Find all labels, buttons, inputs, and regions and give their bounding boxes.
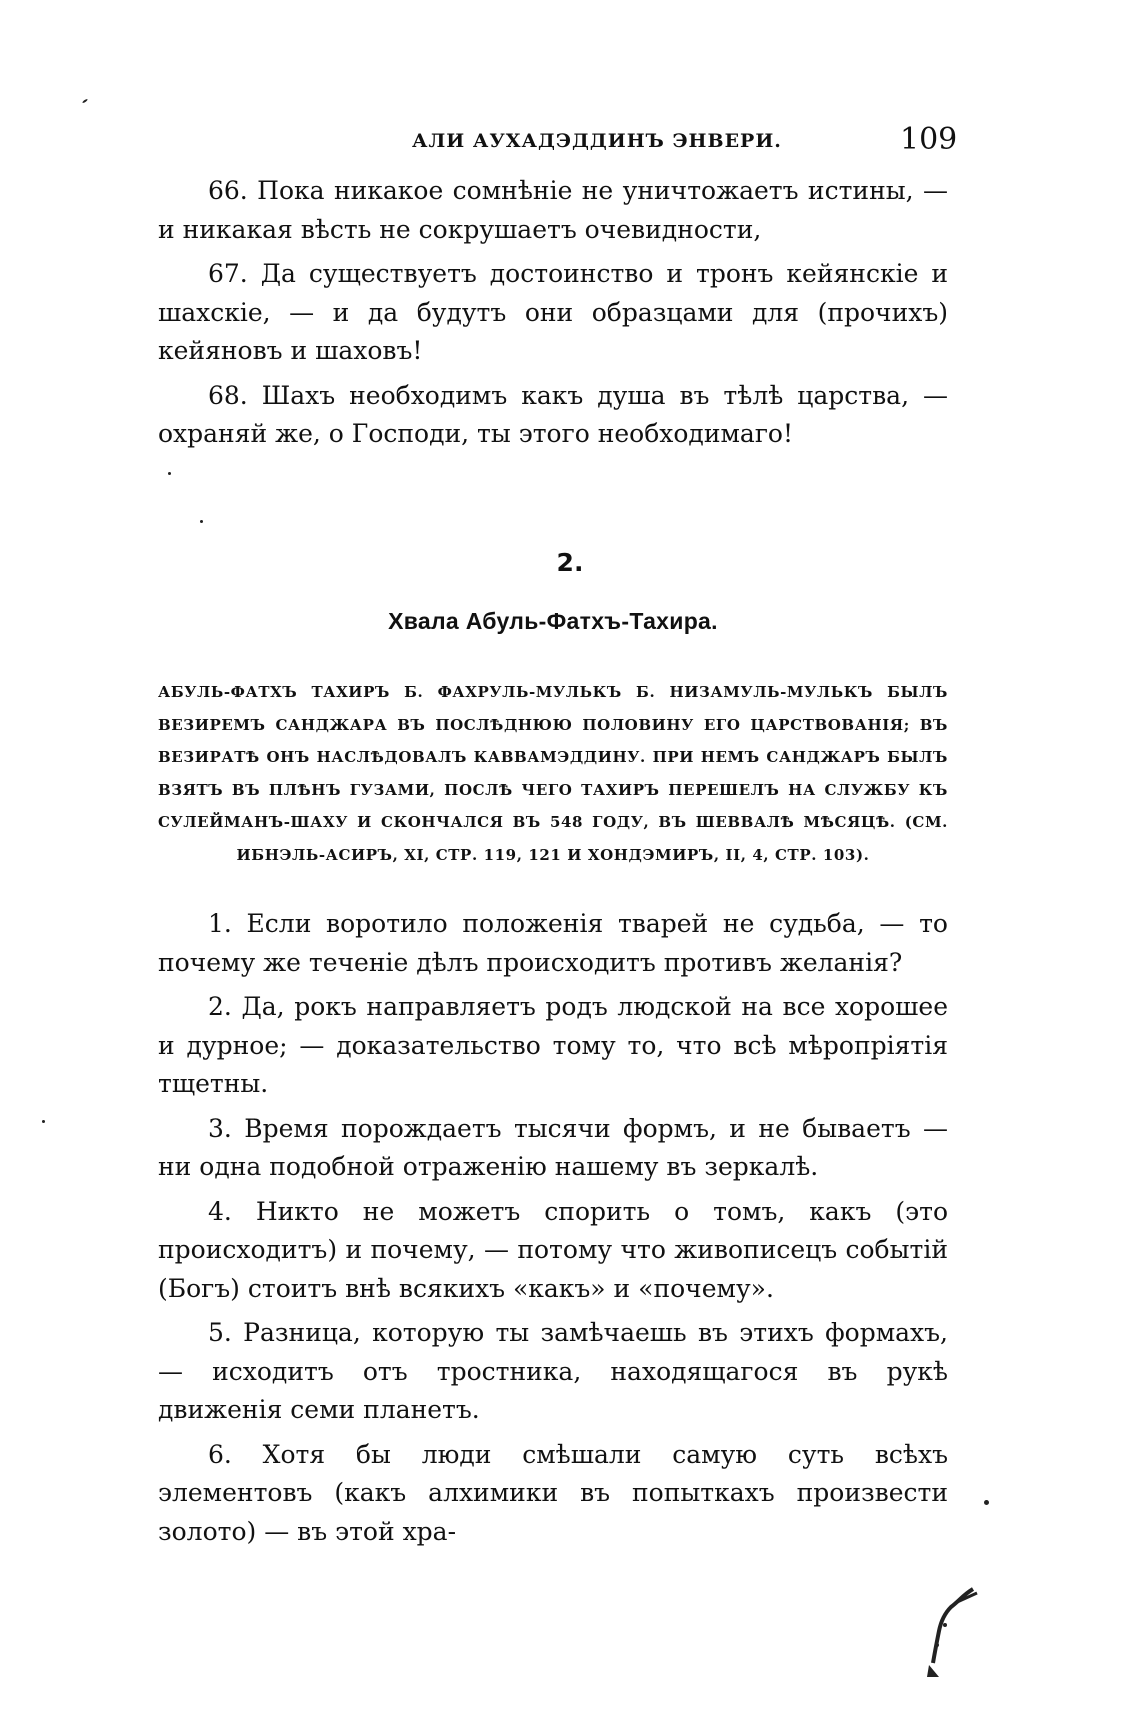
verse-2: 2. Да, рокъ направляетъ родъ людской на все хорошее и дурное; — доказательство тому то, что всѣ мѣропріятія тщетны. bbox=[158, 992, 948, 1098]
verse-67: 67. Да существуетъ достоинство и тронъ кейянскіе и шахскіе, — и да будутъ они образцами для (прочихъ) кейяновъ и шаховъ! bbox=[158, 259, 948, 365]
verse-3: 3. Время порождаетъ тысячи формъ, и не бываетъ — ни одна подобной отраженію нашему въ зеркалѣ. bbox=[158, 1113, 948, 1181]
poem-verses bbox=[158, 905, 948, 1557]
verses-continued bbox=[158, 172, 948, 460]
section-title: Хвала Абуль-Фатхъ-Тахира. bbox=[388, 608, 718, 634]
verse-5: 5. Разница, которую ты замѣчаешь въ этихъ формахъ, — исходитъ отъ тростника, находящагося въ рукѣ движенія семи планетъ. bbox=[158, 1318, 948, 1424]
verse-1: 1. Если воротило положенія тварей не судьба, — то почему же теченіе дѣлъ происходитъ противъ желанія? bbox=[158, 909, 948, 977]
section-intro: АБУЛЬ-ФАТХЪ ТАХИРЪ Б. ФАХРУЛЬ-МУЛЬКЪ Б. НИЗАМУЛЬ-МУЛЬКЪ БЫЛЪ ВЕЗИРЕМЪ САНДЖАРА ВЪ ПОСЛѢДНЮЮ ПОЛОВИНУ ЕГО ЦАРСТВОВАНІЯ; ВЪ ВЕЗИРАТѢ ОНЪ НАСЛѢДОВАЛЪ КАВВАМЭДДИНУ. ПРИ НЕМЪ САНДЖАРЪ БЫЛЪ ВЗЯТЪ ВЪ ПЛѢНЪ ГУЗАМИ, ПОСЛѢ ЧЕГО ТАХИРЪ ПЕРЕШЕЛЪ НА СЛУЖБУ КЪ СУЛЕЙМАНЪ-ШАХУ И СКОНЧАЛСЯ ВЪ 548 ГОДУ, ВЪ ШЕВВАЛѢ МѢСЯЦѢ. (СМ. ИБНЭЛЬ-АСИРЪ, XI, СТР. 119, 121 И ХОНДЭМИРЪ, II, 4, СТР. 103). bbox=[158, 683, 948, 864]
ink-speck bbox=[168, 472, 171, 475]
ink-speck bbox=[200, 520, 203, 523]
section-number: 2. bbox=[556, 548, 584, 577]
running-title: АЛИ АУХАДЭДДИНЪ ЭНВЕРИ. bbox=[412, 130, 782, 152]
verse-6: 6. Хотя бы люди смѣшали самую суть всѣхъ элементовъ (какъ алхимики въ попыткахъ произвести золото) — въ этой хра- bbox=[158, 1439, 948, 1546]
verse-68: 68. Шахъ необходимъ какъ душа въ тѣлѣ царства, — охраняй же, о Господи, ты этого необходимаго! bbox=[158, 380, 948, 448]
ink-scribble-icon bbox=[915, 1585, 985, 1680]
ink-speck bbox=[82, 98, 88, 103]
verse-4: 4. Никто не можетъ спорить о томъ, какъ (это происходитъ) и почему, — потому что живописецъ событій (Богъ) стоитъ внѣ всякихъ «какъ» и «почему». bbox=[158, 1196, 948, 1303]
ink-speck bbox=[42, 1120, 45, 1123]
ink-speck bbox=[984, 1500, 989, 1505]
page-number: 109 bbox=[900, 122, 958, 157]
verse-66: 66. Пока никакое сомнѣніе не уничтожаетъ истины, — и никакая вѣсть не сокрушаетъ очевидности, bbox=[158, 176, 948, 244]
